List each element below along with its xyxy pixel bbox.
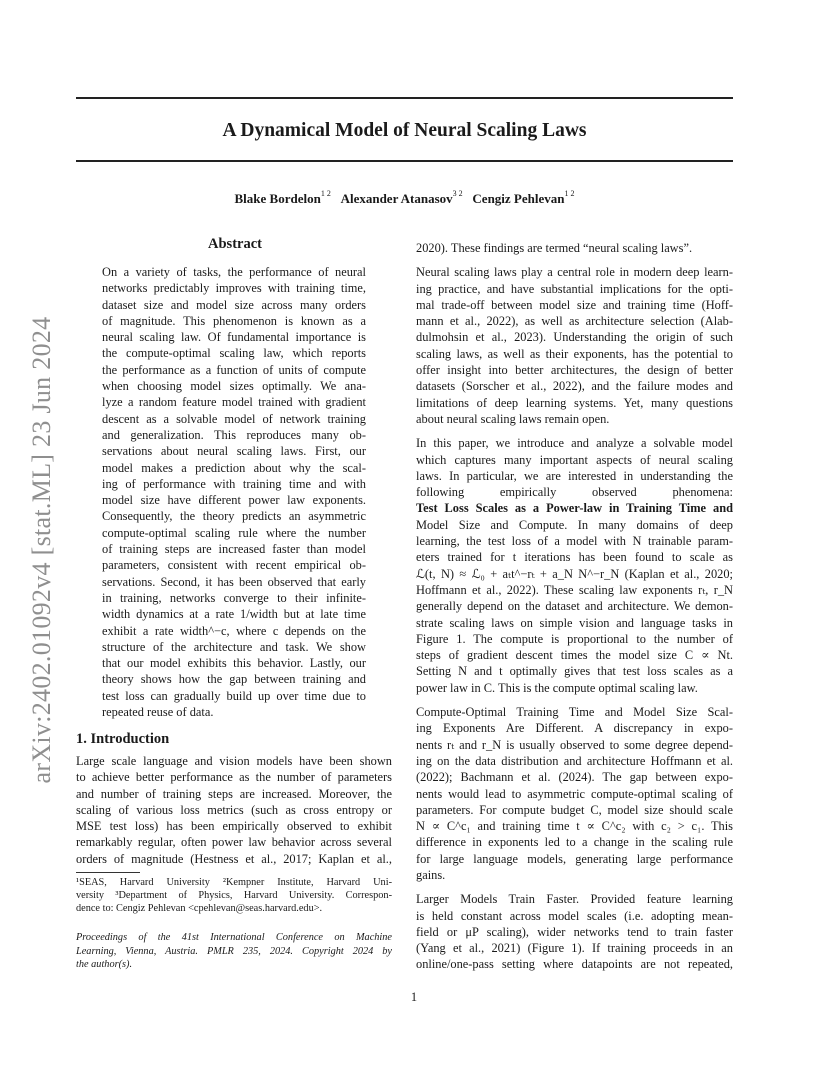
text-line: remarkably regular, often power law behavior across several <box>76 835 392 850</box>
text-line: and number of training steps are increased. Moreover, the <box>76 786 392 801</box>
author-name: Alexander Atanasov <box>340 191 453 206</box>
text-line: Proceedings of the 41st International Conference on Machine <box>76 932 392 943</box>
text-line: in training, networks converge to their infinite- <box>102 590 366 605</box>
text-line: neural scaling law. Of fundamental importance is <box>102 330 366 345</box>
text-line: repeated reuse of data. <box>102 705 214 720</box>
text-line: test loss can gradually build up over time due to <box>102 688 366 703</box>
text-line: parameters. For compute budget C, model size should scale <box>416 802 733 817</box>
abstract-body <box>102 264 366 720</box>
text-line: nents rₜ and r_N is usually observed to some degree depend- <box>416 737 733 752</box>
paragraph <box>416 891 733 972</box>
text-line: mal trade-off between model size and training time (Hoff- <box>416 297 733 312</box>
arxiv-stamp <box>14 295 70 805</box>
text-line: Consequently, the theory predicts an asymmetric <box>102 509 366 524</box>
text-line: Compute-Optimal Training Time and Model Size Scal- <box>416 705 733 720</box>
paragraph <box>416 704 733 883</box>
text-line: to achieve better performance as the number of parameters <box>76 770 392 785</box>
text-line: online/one-pass setting where datapoints are not repeated, <box>416 957 733 972</box>
text-line: field or μP scaling), wider networks tend to train faster <box>416 924 733 939</box>
text-line: model makes a prediction about why the scal- <box>102 460 366 475</box>
footnote-rule <box>76 872 140 873</box>
text-line: offer insight into better architectures, the design of better <box>416 363 733 378</box>
paragraph <box>416 264 733 427</box>
text-line: scaling of various loss metrics (such as cross entropy or <box>76 802 392 817</box>
section-heading-introduction: 1. Introduction <box>76 731 170 747</box>
text-line: power law in C. This is the compute optimal scaling law. <box>416 680 698 695</box>
text-line: Learning, Vienna, Austria. PMLR 235, 2024. Copyright 2024 by <box>76 945 392 957</box>
author-affiliation: 1 2 <box>564 189 575 198</box>
paragraph <box>416 435 733 500</box>
text-line: for large language models, generating large performance <box>416 851 733 866</box>
text-line: the author(s). <box>76 959 133 970</box>
text-line: networks predictably improves with training time, <box>102 281 366 296</box>
abstract-heading: Abstract <box>208 236 262 252</box>
text-line: Larger Models Train Faster. Provided feature learning <box>416 892 733 907</box>
text-line: width dynamics at a rate 1/width but at late time <box>102 607 366 622</box>
text-line: following empirically observed phenomena: <box>416 485 733 500</box>
text-line: dence to: Cengiz Pehlevan <cpehlevan@seas.harvard.edu>. <box>76 903 323 914</box>
text-line: when choosing model sizes optimally. We ana- <box>102 379 366 394</box>
text-line: versity ³Department of Physics, Harvard University. Correspon- <box>76 890 392 901</box>
text-line: On a variety of tasks, the performance of neural <box>102 265 366 279</box>
paper-title: A Dynamical Model of Neural Scaling Laws <box>222 120 587 141</box>
text-line: Model Size and Compute. In many domains of deep <box>416 517 733 532</box>
text-line: steps of gradient descent times the model size C ∝ Nt. <box>416 648 733 663</box>
text-line: learning, the test loss of a model with N trainable param- <box>416 534 733 549</box>
text-line: and generalization. This reproduces many ob- <box>102 427 366 442</box>
author-affiliation: 1 2 <box>320 189 331 198</box>
introduction-body <box>76 753 392 867</box>
paragraph <box>416 240 733 256</box>
author-name: Blake Bordelon <box>234 191 321 206</box>
top-rule <box>76 97 733 99</box>
text-line: (Yang et al., 2021) (Figure 1). If training proceeds in an <box>416 941 733 956</box>
text-line: ing of performance with training time and with <box>102 476 366 491</box>
text-line: In this paper, we introduce and analyze a solvable model <box>416 436 733 451</box>
text-line: mann et al., 2022), as well as architecture selection (Alab- <box>416 314 733 329</box>
text-line: of magnitude. This phenomenon is known as a <box>102 313 366 328</box>
text-line: MSE test loss) has been empirically observed to exhibit <box>76 819 392 834</box>
text-line: servations. Second, it has been observed that early <box>102 574 366 589</box>
text-line: eters trained for t iterations has been found to scale as <box>416 550 733 565</box>
text-line: parameters, consistent with recent empirical ob- <box>102 558 366 573</box>
text-line: which captures many important aspects of neural scaling <box>416 452 733 467</box>
text-line: ing practice, and have substantial implications for the opti- <box>416 281 733 296</box>
text-line: is held constant across model scales (i.e. adopting mean- <box>416 908 733 923</box>
text-line: lyze a random feature model trained with gradient <box>102 395 366 410</box>
text-line: Figure 1. The compute is proportional to the number of <box>416 631 733 646</box>
text-line: laws. In particular, we are interested in understanding the <box>416 468 733 483</box>
text-line: Neural scaling laws play a central role in modern deep learn- <box>416 265 733 280</box>
paragraph-heading: Test Loss Scales as a Power-law in Training Time and <box>416 501 733 516</box>
author-name: Cengiz Pehlevan <box>472 191 565 206</box>
text-line: (2022); Bachmann et al. (2024). The gap between expo- <box>416 770 733 785</box>
page-number: 1 <box>410 990 418 1004</box>
text-line: descent as a solvable model of network training <box>102 411 366 426</box>
text-line: limitations of deep learning systems. Yet, many questions <box>416 395 733 410</box>
text-line: ¹SEAS, Harvard University ²Kempner Institute, Harvard Uni- <box>76 877 392 888</box>
title-rule <box>76 160 733 162</box>
text-line: N ∝ C^c₁ and training time t ∝ C^c₂ with c₂ > c₁. This <box>416 819 733 834</box>
paragraph <box>416 517 733 696</box>
affiliation-footnote <box>76 876 392 915</box>
author-affiliation: 3 2 <box>452 189 463 198</box>
text-line: of training steps are increased faster than model <box>102 542 366 557</box>
text-line: dataset size and model size across many orders <box>102 297 366 312</box>
text-line: 2020). These findings are termed “neural scaling laws”. <box>416 241 693 255</box>
text-line: servations about neural scaling laws. First, our <box>102 444 366 459</box>
text-line: gains. <box>416 867 446 882</box>
text-line: ing on the data distribution and architecture Hoffmann et al. <box>416 753 733 768</box>
text-line: Hoffmann et al., 2022). These scaling law exponents rₜ, r_N <box>416 582 733 597</box>
text-line: datasets (Sorscher et al., 2022), and the failure modes and <box>416 379 733 394</box>
text-line: the performance as a function of units of compute <box>102 362 366 377</box>
text-line: exhibit a rate width^−c, where c depends on the <box>102 623 366 638</box>
arxiv-identifier: arXiv:2402.01092v4 [stat.ML] 23 Jun 2024 <box>27 316 56 784</box>
right-column <box>416 240 733 973</box>
text-line: the compute-optimal scaling law, which reports <box>102 346 366 361</box>
text-line: compute-optimal scaling rule where the number <box>102 525 366 540</box>
text-line: Setting N and t optimally gives that test loss scales as a <box>416 664 733 679</box>
text-line: generally depend on the dataset and architecture. We demon- <box>416 599 733 614</box>
text-line: dulmohsin et al., 2023). Understanding the origin of such <box>416 330 733 345</box>
text-line: nents would lead to asymmetric compute-optimal scaling of <box>416 786 733 801</box>
text-line: ℒ(t, N) ≈ ℒ₀ + aₜt^−rₜ + a_N N^−r_N (Kaplan et al., 2020; <box>416 566 733 581</box>
text-line: theory shows how the gap between training and <box>102 672 366 687</box>
text-line: difference in exponents led to a change in the scaling rule <box>416 835 733 850</box>
text-line: strate scaling laws on simple vision and language tasks in <box>416 615 733 630</box>
text-line: that our model exhibits this behavior. Lastly, our <box>102 656 366 671</box>
text-line: Large scale language and vision models have been shown <box>76 754 392 768</box>
text-line: model size have different power law exponents. <box>102 493 366 508</box>
text-line: about neural scaling laws remain open. <box>416 411 610 426</box>
text-line: orders of magnitude (Hestness et al., 2017; Kaplan et al., <box>76 851 392 866</box>
proceedings-note <box>76 931 392 972</box>
text-line: ing Exponents Are Different. A discrepancy in expo- <box>416 721 733 736</box>
text-line: structure of the architecture and task. We show <box>102 639 366 654</box>
author-list <box>76 191 733 207</box>
text-line: scaling laws, as well as their exponents, has the potential to <box>416 346 733 361</box>
